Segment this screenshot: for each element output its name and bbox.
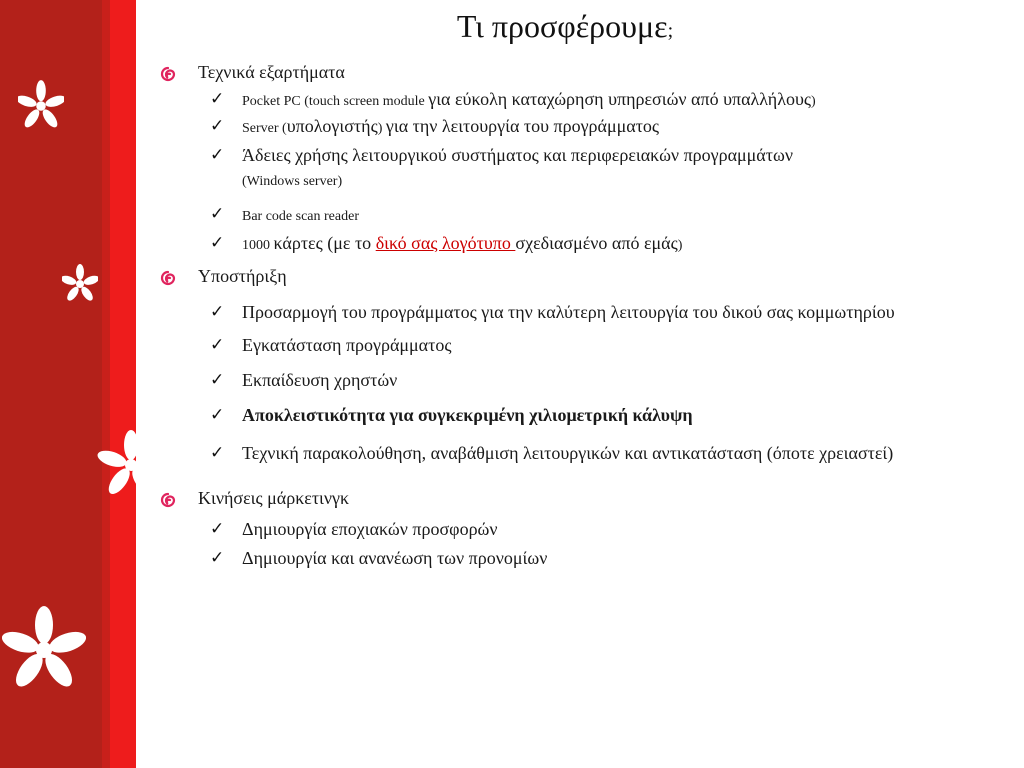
list-item: ✓ Άδειες χρήσης λειτουργικού συστήματος και περιφερειακών προγραμμάτων (Windows server)	[210, 145, 793, 189]
list-item: ✓ Προσαρμογή του προγράμματος για την καλύτερη λειτουργία του δικού σας κομμωτηρίου	[160, 297, 980, 327]
flower-icon	[2, 604, 86, 696]
flower-icon	[96, 428, 136, 502]
check-icon: ✓	[210, 519, 225, 538]
check-icon: ✓	[210, 443, 225, 462]
list-item: ✓ Τεχνική παρακολούθηση, αναβάθμιση λειτουργικών και αντικατάσταση (όποτε χρειαστεί)	[160, 438, 980, 468]
check-icon: ✓	[210, 548, 225, 567]
slide-title-text: Τι προσφέρουμε	[456, 8, 668, 44]
list-item: ✓ Δημιουργία και ανανέωση των προνομίων	[210, 548, 548, 568]
section-heading-marketing: Κινήσεις μάρκετινγκ	[160, 488, 980, 509]
check-icon: ✓	[210, 145, 225, 164]
list-item: ✓ Δημιουργία εποχιακών προσφορών	[210, 519, 498, 539]
check-icon: ✓	[210, 204, 225, 223]
check-icon: ✓	[210, 302, 225, 321]
slide-title	[0, 8, 1024, 45]
sidebar-mid-band	[102, 0, 110, 768]
check-icon: ✓	[210, 233, 225, 252]
slide-content	[160, 62, 980, 569]
check-icon: ✓	[210, 89, 225, 108]
list-item: ✓ Bar code scan reader	[210, 204, 359, 224]
decorative-sidebar	[0, 0, 136, 768]
check-icon: ✓	[210, 370, 225, 389]
section-heading-support: Υποστήριξη	[160, 266, 980, 287]
list-item: ✓ Αποκλειστικότητα για συγκεκριμένη χιλιομετρική κάλυψη	[210, 405, 693, 425]
section-heading-technical: Τεχνικά εξαρτήματα	[160, 62, 980, 83]
swirl-bullet-icon	[160, 270, 176, 286]
check-icon: ✓	[210, 405, 225, 424]
slide-title-punct: ;	[667, 20, 674, 42]
list-item: ✓ Pocket PC (touch screen module για εύκολη καταχώρηση υπηρεσιών από υπαλλήλους)	[210, 89, 816, 109]
list-item: ✓ 1000 κάρτες (με το δικό σας λογότυπο σχεδιασμένο από εμάς)	[210, 233, 683, 253]
list-item: ✓ Server (υπολογιστής) για την λειτουργία του προγράμματος	[210, 116, 660, 136]
check-icon: ✓	[210, 116, 225, 135]
list-item: ✓ Εγκατάσταση προγράμματος	[210, 335, 452, 355]
logo-link[interactable]: δικό σας λογότυπο	[375, 233, 516, 253]
list-item: ✓ Εκπαίδευση χρηστών	[210, 370, 398, 390]
flower-icon	[62, 262, 98, 306]
flower-icon	[18, 78, 64, 134]
swirl-bullet-icon	[160, 66, 176, 82]
check-icon: ✓	[210, 335, 225, 354]
swirl-bullet-icon	[160, 492, 176, 508]
